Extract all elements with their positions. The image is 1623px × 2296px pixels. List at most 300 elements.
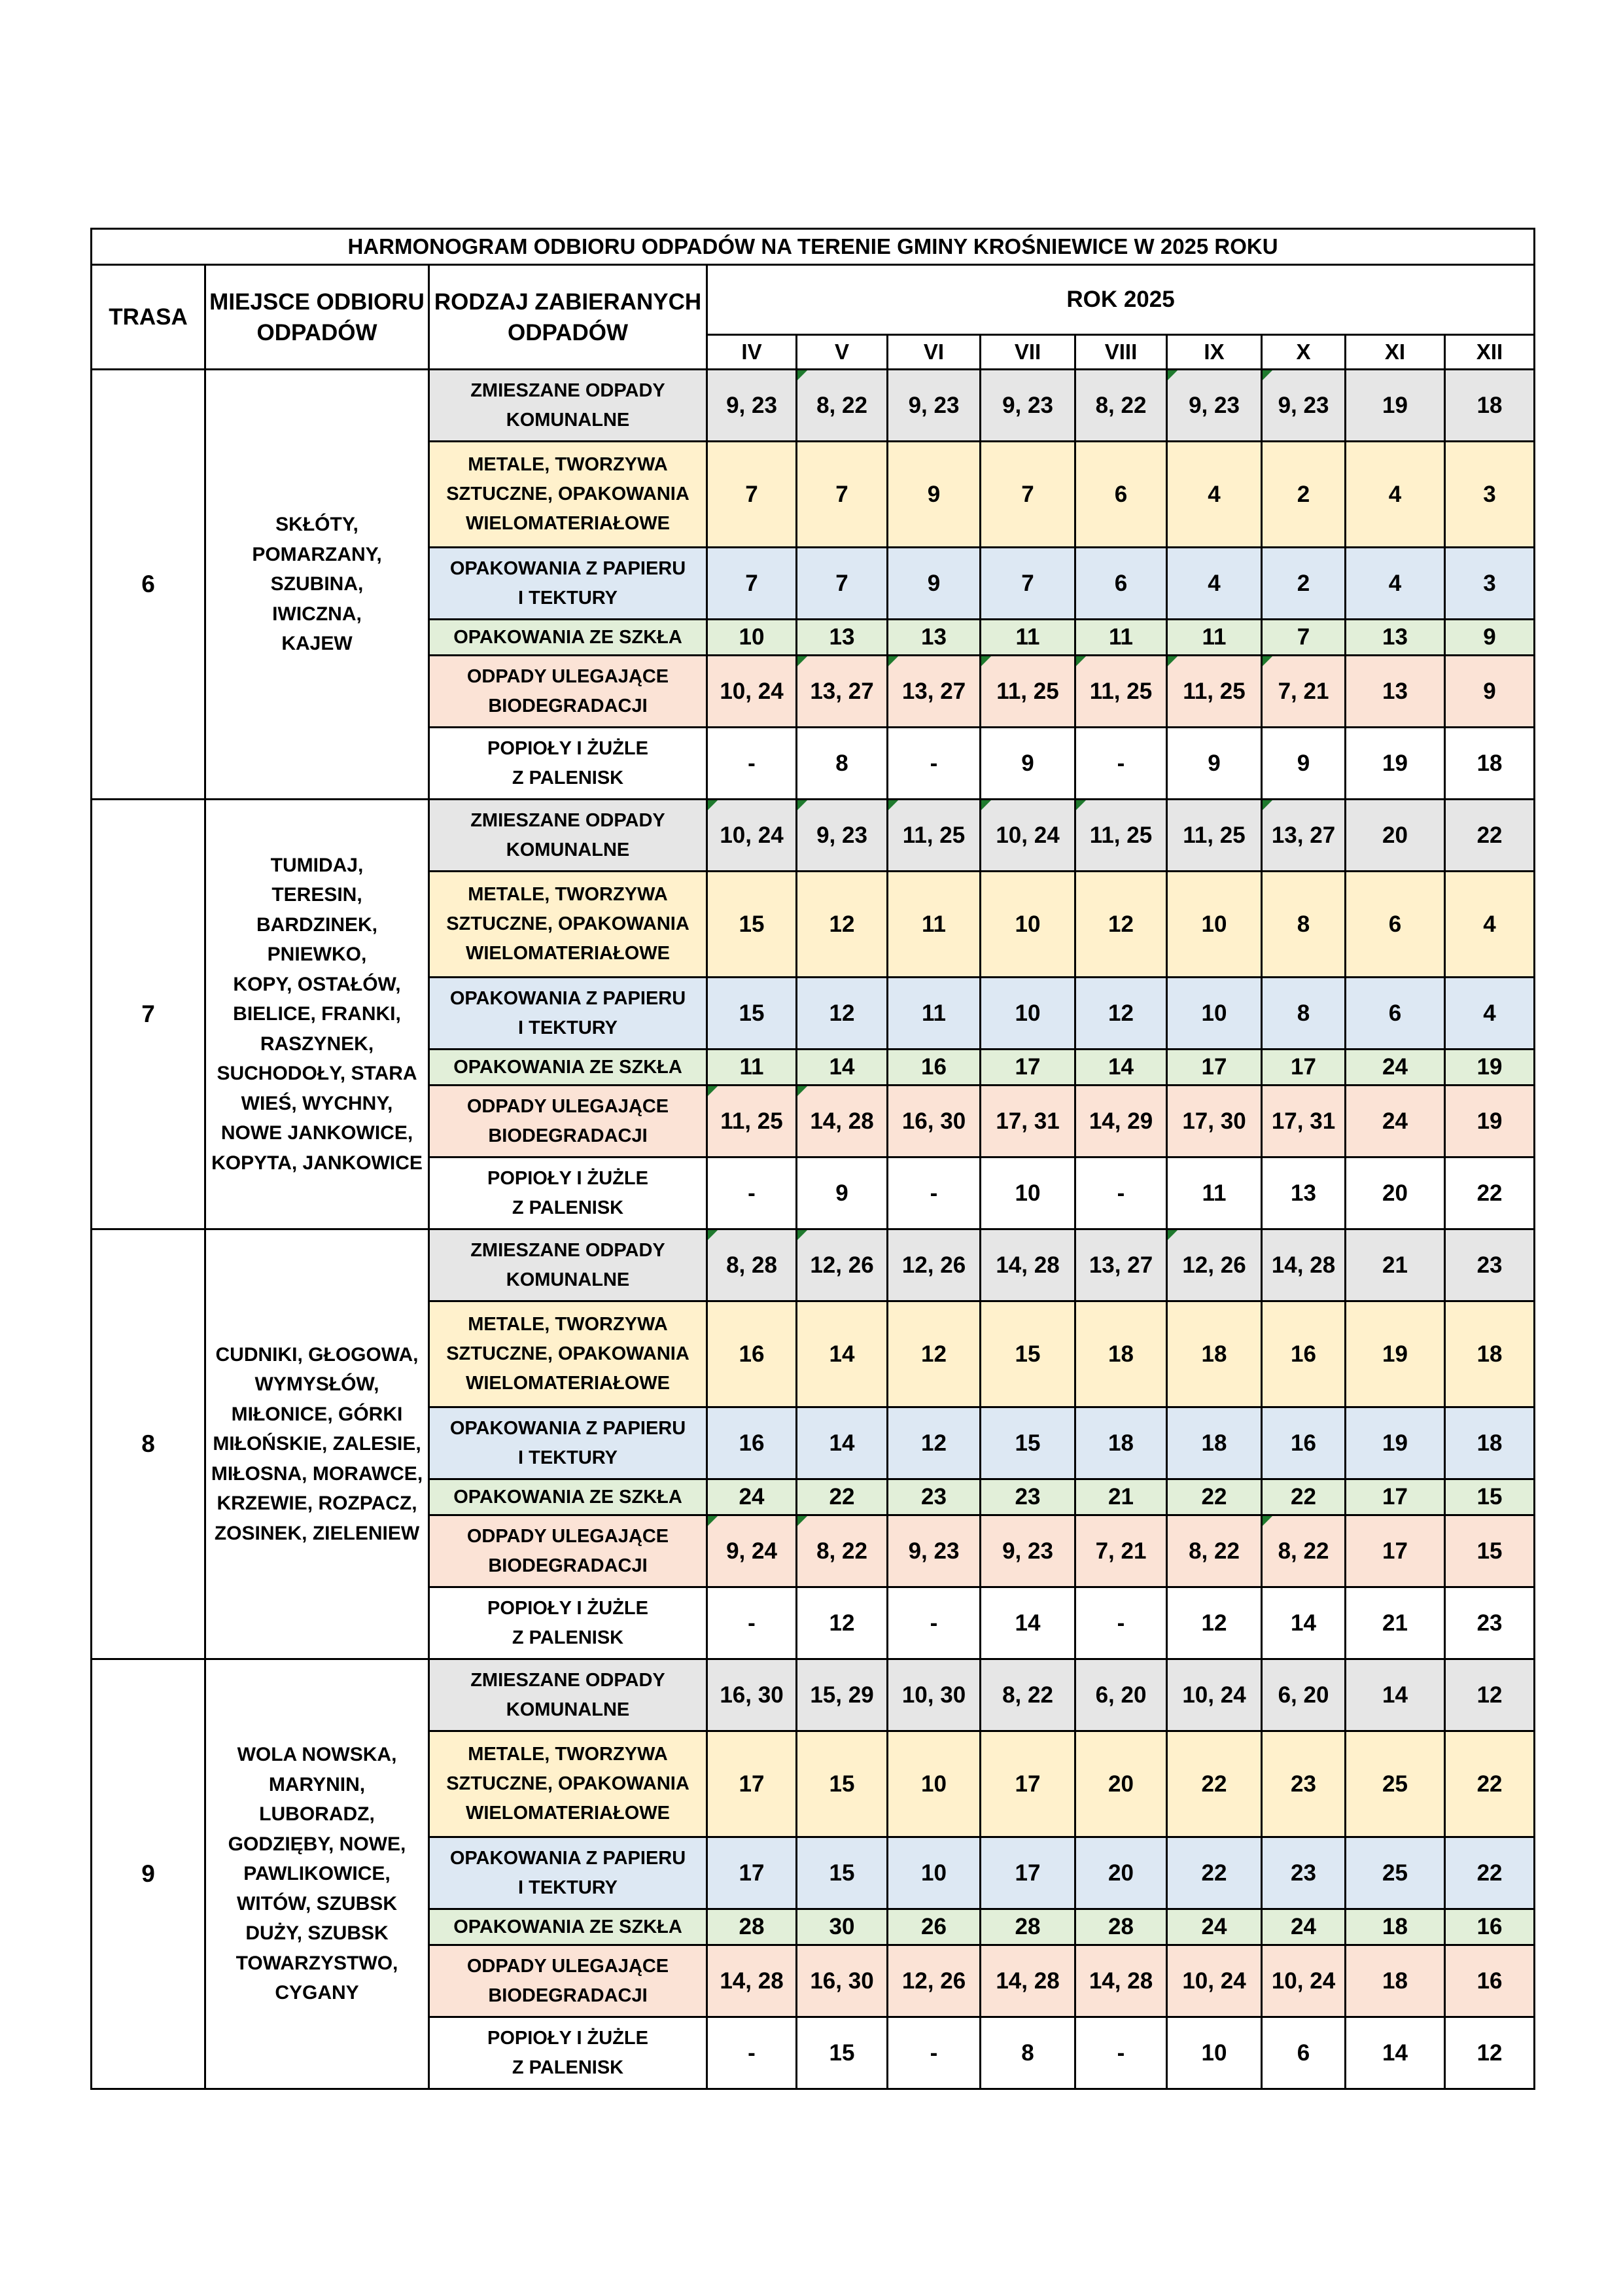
- pickup-date-cell: 14, 28: [797, 1086, 888, 1157]
- waste-type-line: BIODEGRADACJI: [488, 1555, 648, 1576]
- pickup-date-cell: 19: [1445, 1050, 1535, 1086]
- waste-type-po: [429, 1157, 707, 1229]
- schedule-row: [92, 800, 1535, 872]
- pickup-date-cell: 24: [707, 1479, 797, 1515]
- month-header: V: [797, 335, 888, 370]
- pickup-date-cell: 10, 30: [888, 1659, 981, 1731]
- pickup-date-cell: 18: [1445, 728, 1535, 800]
- pickup-date-cell: 13: [1346, 620, 1445, 656]
- waste-type-line: OPAKOWANIA ZE SZKŁA: [453, 1056, 682, 1078]
- pickup-date-cell: 10: [707, 620, 797, 656]
- place-line: ZOSINEK, ZIELENIEW: [214, 1522, 420, 1544]
- waste-type-line: METALE, TWORZYWA: [468, 1744, 668, 1765]
- pickup-date-cell: 10, 24: [981, 800, 1075, 872]
- pickup-date-cell: 12: [797, 1587, 888, 1659]
- waste-type-line: POPIOŁY I ŻUŻLE: [487, 737, 648, 759]
- pickup-date-cell: 16, 30: [797, 1945, 888, 2017]
- pickup-date-cell: 9, 23: [888, 370, 981, 442]
- month-header: VI: [888, 335, 981, 370]
- pickup-date-cell: 19: [1346, 728, 1445, 800]
- waste-type-line: Z PALENISK: [512, 1197, 624, 1218]
- month-header: VII: [981, 335, 1075, 370]
- waste-type-po: [429, 2017, 707, 2089]
- pickup-date-cell: 10: [888, 1837, 981, 1909]
- pickup-date-cell: 6, 20: [1262, 1659, 1346, 1731]
- waste-type-sz: [429, 1050, 707, 1086]
- waste-type-line: OPAKOWANIA ZE SZKŁA: [453, 626, 682, 648]
- pickup-date-cell: 12: [888, 1407, 981, 1479]
- waste-type-line: SZTUCZNE, OPAKOWANIA: [446, 1773, 689, 1794]
- waste-type-line: POPIOŁY I ŻUŻLE: [487, 1167, 648, 1189]
- pickup-date-cell: 17, 30: [1167, 1086, 1262, 1157]
- pickup-date-cell: 15: [1445, 1515, 1535, 1587]
- waste-type-po: [429, 1587, 707, 1659]
- waste-type-line: WIELOMATERIAŁOWE: [466, 513, 670, 534]
- pickup-date-cell: 22: [1167, 1837, 1262, 1909]
- pickup-date-cell: 18: [1075, 1407, 1167, 1479]
- waste-type-line: KOMUNALNE: [506, 839, 630, 860]
- pickup-date-cell: 16, 30: [707, 1659, 797, 1731]
- waste-type-sz: [429, 620, 707, 656]
- waste-type-zm: [429, 370, 707, 442]
- pickup-date-cell: 16: [1262, 1407, 1346, 1479]
- place-line: NOWE JANKOWICE,: [220, 1122, 413, 1144]
- pickup-date-cell: 16: [1262, 1301, 1346, 1407]
- pickup-date-cell: 25: [1346, 1837, 1445, 1909]
- pickup-date-cell: 7: [981, 442, 1075, 548]
- place-line: KOPYTA, JANKOWICE: [211, 1152, 423, 1174]
- pickup-date-cell: 23: [1262, 1837, 1346, 1909]
- place-line: KOPY, OSTAŁÓW,: [233, 973, 401, 995]
- pickup-date-cell: 12: [1075, 978, 1167, 1050]
- pickup-date-cell: 8, 22: [1262, 1515, 1346, 1587]
- waste-type-line: OPAKOWANIA Z PAPIERU: [449, 557, 686, 579]
- waste-type-zm: [429, 800, 707, 872]
- waste-type-sz: [429, 1479, 707, 1515]
- waste-type-zm: [429, 1659, 707, 1731]
- pickup-date-cell: 14: [1262, 1587, 1346, 1659]
- place-line: GODZIĘBY, NOWE,: [228, 1833, 406, 1855]
- pickup-date-cell: 8, 22: [1075, 370, 1167, 442]
- month-header: IV: [707, 335, 797, 370]
- pickup-date-cell: -: [888, 728, 981, 800]
- pickup-date-cell: 13, 27: [797, 656, 888, 728]
- pickup-date-cell: 14: [797, 1407, 888, 1479]
- waste-type-line: METALE, TWORZYWA: [468, 1314, 668, 1335]
- pickup-date-cell: 16: [707, 1407, 797, 1479]
- waste-type-line: I TEKTURY: [518, 1877, 618, 1898]
- pickup-date-cell: 17: [1262, 1050, 1346, 1086]
- pickup-date-cell: 9: [1167, 728, 1262, 800]
- place-line: MIŁOŃSKIE, ZALESIE,: [213, 1433, 421, 1455]
- pickup-date-cell: 15: [1445, 1479, 1535, 1515]
- pickup-date-cell: 11: [1075, 620, 1167, 656]
- waste-type-line: KOMUNALNE: [506, 409, 630, 431]
- pickup-date-cell: 20: [1075, 1837, 1167, 1909]
- pickup-date-cell: 22: [1445, 1157, 1535, 1229]
- pickup-date-cell: 28: [1075, 1909, 1167, 1945]
- schedule-row: [92, 370, 1535, 442]
- pickup-date-cell: 6: [1075, 442, 1167, 548]
- waste-type-line: ZMIESZANE ODPADY: [470, 809, 665, 831]
- pickup-date-cell: 10: [981, 872, 1075, 978]
- pickup-date-cell: 9: [1445, 656, 1535, 728]
- pickup-date-cell: 18: [1167, 1407, 1262, 1479]
- pickup-date-cell: 23: [1445, 1229, 1535, 1301]
- pickup-date-cell: 12: [888, 1301, 981, 1407]
- pickup-date-cell: 15: [981, 1407, 1075, 1479]
- waste-type-pa: [429, 1837, 707, 1909]
- pickup-date-cell: 13: [1346, 656, 1445, 728]
- pickup-date-cell: 21: [1346, 1587, 1445, 1659]
- pickup-date-cell: 18: [1075, 1301, 1167, 1407]
- pickup-date-cell: 10: [888, 1731, 981, 1837]
- pickup-date-cell: 12: [1075, 872, 1167, 978]
- pickup-date-cell: 4: [1346, 442, 1445, 548]
- pickup-date-cell: 7: [707, 548, 797, 620]
- waste-type-line: KOMUNALNE: [506, 1699, 630, 1720]
- pickup-date-cell: 9: [981, 728, 1075, 800]
- pickup-date-cell: 9: [1262, 728, 1346, 800]
- pickup-date-cell: 9: [797, 1157, 888, 1229]
- pickup-date-cell: 11, 25: [1167, 656, 1262, 728]
- pickup-date-cell: 16: [1445, 1909, 1535, 1945]
- pickup-date-cell: 22: [1445, 1837, 1535, 1909]
- pickup-date-cell: 14, 28: [981, 1229, 1075, 1301]
- pickup-date-cell: 10, 24: [707, 800, 797, 872]
- pickup-date-cell: 14: [797, 1301, 888, 1407]
- waste-type-line: OPAKOWANIA Z PAPIERU: [449, 987, 686, 1009]
- waste-type-line: Z PALENISK: [512, 1627, 624, 1648]
- waste-type-me: [429, 1731, 707, 1837]
- pickup-date-cell: 4: [1445, 978, 1535, 1050]
- waste-type-line: OPAKOWANIA Z PAPIERU: [449, 1847, 686, 1869]
- pickup-date-cell: 23: [981, 1479, 1075, 1515]
- pickup-date-cell: -: [1075, 728, 1167, 800]
- pickup-date-cell: 13, 27: [888, 656, 981, 728]
- pickup-date-cell: -: [707, 728, 797, 800]
- pickup-places: [205, 800, 429, 1229]
- pickup-date-cell: 12, 26: [888, 1229, 981, 1301]
- pickup-date-cell: 24: [1262, 1909, 1346, 1945]
- pickup-date-cell: 4: [1445, 872, 1535, 978]
- waste-type-line: ODPADY ULEGAJĄCE: [466, 1095, 669, 1117]
- place-line: RASZYNEK,: [260, 1033, 374, 1055]
- waste-type-line: ZMIESZANE ODPADY: [470, 380, 665, 401]
- place-line: IWICZNA,: [272, 603, 362, 625]
- pickup-date-cell: 8: [1262, 872, 1346, 978]
- pickup-date-cell: 6: [1075, 548, 1167, 620]
- pickup-date-cell: 8, 22: [981, 1659, 1075, 1731]
- pickup-date-cell: 16, 30: [888, 1086, 981, 1157]
- pickup-date-cell: 19: [1346, 1407, 1445, 1479]
- collection-schedule-table: [90, 228, 1535, 2090]
- pickup-date-cell: 18: [1167, 1301, 1262, 1407]
- pickup-date-cell: 18: [1346, 1945, 1445, 2017]
- pickup-date-cell: 14: [1346, 1659, 1445, 1731]
- waste-type-line: SZTUCZNE, OPAKOWANIA: [446, 1343, 689, 1364]
- pickup-date-cell: -: [707, 1157, 797, 1229]
- pickup-date-cell: 19: [1346, 370, 1445, 442]
- month-header: XII: [1445, 335, 1535, 370]
- pickup-date-cell: 22: [1167, 1479, 1262, 1515]
- pickup-date-cell: 12: [797, 872, 888, 978]
- pickup-date-cell: 8: [1262, 978, 1346, 1050]
- waste-type-line: WIELOMATERIAŁOWE: [466, 943, 670, 964]
- route-number: 6: [92, 370, 205, 800]
- place-line: WITÓW, SZUBSK: [237, 1892, 397, 1915]
- pickup-date-cell: 20: [1075, 1731, 1167, 1837]
- pickup-date-cell: 18: [1445, 1407, 1535, 1479]
- place-line: MIŁONICE, GÓRKI: [231, 1403, 403, 1425]
- pickup-date-cell: 14, 28: [707, 1945, 797, 2017]
- pickup-date-cell: 11: [888, 978, 981, 1050]
- pickup-date-cell: 28: [707, 1909, 797, 1945]
- pickup-date-cell: 9, 23: [1167, 370, 1262, 442]
- pickup-date-cell: 10: [1167, 978, 1262, 1050]
- waste-type-pa: [429, 1407, 707, 1479]
- pickup-date-cell: 9, 23: [707, 370, 797, 442]
- place-line: WIEŚ, WYCHNY,: [241, 1092, 393, 1114]
- pickup-date-cell: 7: [981, 548, 1075, 620]
- pickup-date-cell: 7, 21: [1262, 656, 1346, 728]
- pickup-date-cell: 23: [1262, 1731, 1346, 1837]
- waste-type-line: METALE, TWORZYWA: [468, 454, 668, 475]
- pickup-date-cell: 17: [1346, 1515, 1445, 1587]
- waste-type-me: [429, 1301, 707, 1407]
- pickup-date-cell: 14, 29: [1075, 1086, 1167, 1157]
- pickup-places: [205, 1229, 429, 1659]
- pickup-date-cell: 15: [797, 2017, 888, 2089]
- waste-type-line: ODPADY ULEGAJĄCE: [466, 1525, 669, 1547]
- pickup-date-cell: 17: [1167, 1050, 1262, 1086]
- pickup-date-cell: 9, 23: [888, 1515, 981, 1587]
- pickup-date-cell: 12: [797, 978, 888, 1050]
- year-header: ROK 2025: [707, 265, 1535, 335]
- pickup-date-cell: 30: [797, 1909, 888, 1945]
- pickup-date-cell: 20: [1346, 1157, 1445, 1229]
- pickup-date-cell: 25: [1346, 1731, 1445, 1837]
- pickup-date-cell: 13: [797, 620, 888, 656]
- pickup-date-cell: 24: [1167, 1909, 1262, 1945]
- pickup-date-cell: 7: [797, 548, 888, 620]
- pickup-date-cell: 11: [981, 620, 1075, 656]
- waste-type-line: SZTUCZNE, OPAKOWANIA: [446, 484, 689, 504]
- pickup-date-cell: -: [1075, 1587, 1167, 1659]
- pickup-date-cell: -: [888, 2017, 981, 2089]
- waste-type-line: BIODEGRADACJI: [488, 1125, 648, 1146]
- pickup-date-cell: 10, 24: [1167, 1659, 1262, 1731]
- pickup-date-cell: 2: [1262, 548, 1346, 620]
- pickup-date-cell: 10: [981, 1157, 1075, 1229]
- pickup-date-cell: 12, 26: [1167, 1229, 1262, 1301]
- pickup-date-cell: 12: [1445, 2017, 1535, 2089]
- waste-type-line: KOMUNALNE: [506, 1269, 630, 1290]
- pickup-date-cell: 9, 23: [981, 1515, 1075, 1587]
- place-line: DUŻY, SZUBSK: [245, 1922, 389, 1945]
- waste-type-line: Z PALENISK: [512, 2057, 624, 2078]
- place-line: SZUBINA,: [270, 573, 364, 595]
- waste-type-line: POPIOŁY I ŻUŻLE: [487, 2027, 648, 2049]
- month-header: XI: [1346, 335, 1445, 370]
- waste-type-line: ODPADY ULEGAJĄCE: [466, 665, 669, 687]
- pickup-date-cell: 19: [1346, 1301, 1445, 1407]
- pickup-date-cell: 21: [1346, 1229, 1445, 1301]
- pickup-date-cell: 10, 24: [1167, 1945, 1262, 2017]
- pickup-date-cell: 18: [1346, 1909, 1445, 1945]
- pickup-date-cell: 8: [797, 728, 888, 800]
- waste-type-pa: [429, 548, 707, 620]
- pickup-date-cell: 11: [888, 872, 981, 978]
- pickup-date-cell: 13: [888, 620, 981, 656]
- waste-type-line: BIODEGRADACJI: [488, 1985, 648, 2006]
- place-line: TOWARZYSTWO,: [236, 1952, 398, 1974]
- pickup-places: [205, 1659, 429, 2089]
- pickup-date-cell: 14: [1346, 2017, 1445, 2089]
- waste-type-bio: [429, 1086, 707, 1157]
- waste-type-line: POPIOŁY I ŻUŻLE: [487, 1597, 648, 1619]
- pickup-date-cell: 3: [1445, 548, 1535, 620]
- waste-type-line: I TEKTURY: [518, 1447, 618, 1468]
- waste-type-sz: [429, 1909, 707, 1945]
- waste-type-line: WIELOMATERIAŁOWE: [466, 1803, 670, 1824]
- pickup-date-cell: 13, 27: [1075, 1229, 1167, 1301]
- pickup-date-cell: 9: [1445, 620, 1535, 656]
- pickup-date-cell: 6: [1262, 2017, 1346, 2089]
- pickup-date-cell: 8, 22: [797, 370, 888, 442]
- waste-type-line: OPAKOWANIA Z PAPIERU: [449, 1417, 686, 1439]
- pickup-date-cell: 8: [981, 2017, 1075, 2089]
- pickup-date-cell: 16: [707, 1301, 797, 1407]
- pickup-date-cell: 22: [1262, 1479, 1346, 1515]
- place-line: CUDNIKI, GŁOGOWA,: [215, 1343, 419, 1366]
- pickup-date-cell: 9, 23: [797, 800, 888, 872]
- place-line: MIŁOSNA, MORAWCE,: [211, 1462, 423, 1485]
- pickup-date-cell: -: [888, 1587, 981, 1659]
- pickup-date-cell: -: [888, 1157, 981, 1229]
- pickup-date-cell: -: [1075, 1157, 1167, 1229]
- waste-type-line: OPAKOWANIA ZE SZKŁA: [453, 1916, 682, 1937]
- pickup-date-cell: 13: [1262, 1157, 1346, 1229]
- waste-type-zm: [429, 1229, 707, 1301]
- pickup-date-cell: 11, 25: [1075, 656, 1167, 728]
- pickup-place-header: MIEJSCE ODBIORU ODPADÓW: [205, 265, 429, 370]
- waste-type-line: I TEKTURY: [518, 587, 618, 609]
- place-line: SKŁÓTY,: [275, 514, 358, 536]
- month-header: IX: [1167, 335, 1262, 370]
- schedule-body: [92, 370, 1535, 2089]
- waste-type-line: I TEKTURY: [518, 1017, 618, 1038]
- pickup-date-cell: 12, 26: [797, 1229, 888, 1301]
- waste-type-bio: [429, 656, 707, 728]
- pickup-date-cell: 12, 26: [888, 1945, 981, 2017]
- pickup-date-cell: 14: [981, 1587, 1075, 1659]
- waste-type-line: Z PALENISK: [512, 767, 624, 788]
- pickup-date-cell: 17: [707, 1731, 797, 1837]
- place-line: PNIEWKO,: [267, 944, 367, 966]
- waste-type-header: RODZAJ ZABIERANYCH ODPADÓW: [429, 265, 707, 370]
- waste-type-line: BIODEGRADACJI: [488, 695, 648, 716]
- pickup-date-cell: 9: [888, 442, 981, 548]
- pickup-date-cell: 14: [1075, 1050, 1167, 1086]
- place-line: KRZEWIE, ROZPACZ,: [217, 1492, 417, 1515]
- schedule-title: HARMONOGRAM ODBIORU ODPADÓW NA TERENIE GMINY KROŚNIEWICE W 2025 ROKU: [92, 229, 1535, 265]
- pickup-date-cell: 10: [1167, 872, 1262, 978]
- waste-type-me: [429, 442, 707, 548]
- pickup-date-cell: 4: [1346, 548, 1445, 620]
- pickup-date-cell: 15: [797, 1837, 888, 1909]
- pickup-date-cell: 10, 24: [707, 656, 797, 728]
- month-header: X: [1262, 335, 1346, 370]
- pickup-date-cell: 15: [707, 978, 797, 1050]
- pickup-date-cell: 24: [1346, 1050, 1445, 1086]
- place-line: POMARZANY,: [252, 543, 382, 565]
- pickup-date-cell: 6, 20: [1075, 1659, 1167, 1731]
- route-number: 8: [92, 1229, 205, 1659]
- pickup-date-cell: 11: [1167, 1157, 1262, 1229]
- pickup-date-cell: 22: [1445, 800, 1535, 872]
- pickup-date-cell: 17, 31: [1262, 1086, 1346, 1157]
- pickup-date-cell: 9, 23: [981, 370, 1075, 442]
- pickup-date-cell: 10: [981, 978, 1075, 1050]
- route-number: 9: [92, 1659, 205, 2089]
- pickup-date-cell: 4: [1167, 548, 1262, 620]
- pickup-date-cell: 9, 23: [1262, 370, 1346, 442]
- pickup-date-cell: 17: [981, 1731, 1075, 1837]
- place-line: BIELICE, FRANKI,: [233, 1003, 401, 1025]
- waste-type-pa: [429, 978, 707, 1050]
- pickup-date-cell: 9, 24: [707, 1515, 797, 1587]
- pickup-date-cell: 12: [1167, 1587, 1262, 1659]
- waste-type-line: METALE, TWORZYWA: [468, 884, 668, 905]
- waste-type-line: ZMIESZANE ODPADY: [470, 1239, 665, 1261]
- pickup-date-cell: 11: [1167, 620, 1262, 656]
- pickup-date-cell: 6: [1346, 872, 1445, 978]
- place-line: MARYNIN,: [268, 1773, 366, 1795]
- pickup-date-cell: 11, 25: [707, 1086, 797, 1157]
- pickup-date-cell: 10: [1167, 2017, 1262, 2089]
- place-line: KAJEW: [281, 633, 353, 655]
- pickup-date-cell: 14, 28: [1075, 1945, 1167, 2017]
- pickup-date-cell: 24: [1346, 1086, 1445, 1157]
- pickup-date-cell: 4: [1167, 442, 1262, 548]
- pickup-date-cell: 12: [1445, 1659, 1535, 1731]
- schedule-row: [92, 1229, 1535, 1301]
- pickup-date-cell: 11, 25: [888, 800, 981, 872]
- pickup-date-cell: 14, 28: [1262, 1229, 1346, 1301]
- pickup-date-cell: 23: [888, 1479, 981, 1515]
- place-line: SUCHODOŁY, STARA: [217, 1063, 417, 1085]
- place-line: WOLA NOWSKA,: [237, 1744, 397, 1766]
- waste-type-bio: [429, 1945, 707, 2017]
- pickup-date-cell: 15: [707, 872, 797, 978]
- pickup-date-cell: 9: [888, 548, 981, 620]
- pickup-date-cell: 11, 25: [1075, 800, 1167, 872]
- pickup-date-cell: 15: [981, 1301, 1075, 1407]
- place-line: PAWLIKOWICE,: [243, 1863, 391, 1885]
- pickup-date-cell: 28: [981, 1909, 1075, 1945]
- waste-type-line: ZMIESZANE ODPADY: [470, 1669, 665, 1691]
- waste-type-line: OPAKOWANIA ZE SZKŁA: [453, 1486, 682, 1508]
- pickup-date-cell: 18: [1445, 370, 1535, 442]
- pickup-date-cell: 23: [1445, 1587, 1535, 1659]
- pickup-date-cell: 26: [888, 1909, 981, 1945]
- pickup-date-cell: 16: [888, 1050, 981, 1086]
- pickup-date-cell: 14, 28: [981, 1945, 1075, 2017]
- place-line: LUBORADZ,: [259, 1803, 375, 1826]
- pickup-date-cell: -: [707, 1587, 797, 1659]
- waste-type-line: SZTUCZNE, OPAKOWANIA: [446, 913, 689, 934]
